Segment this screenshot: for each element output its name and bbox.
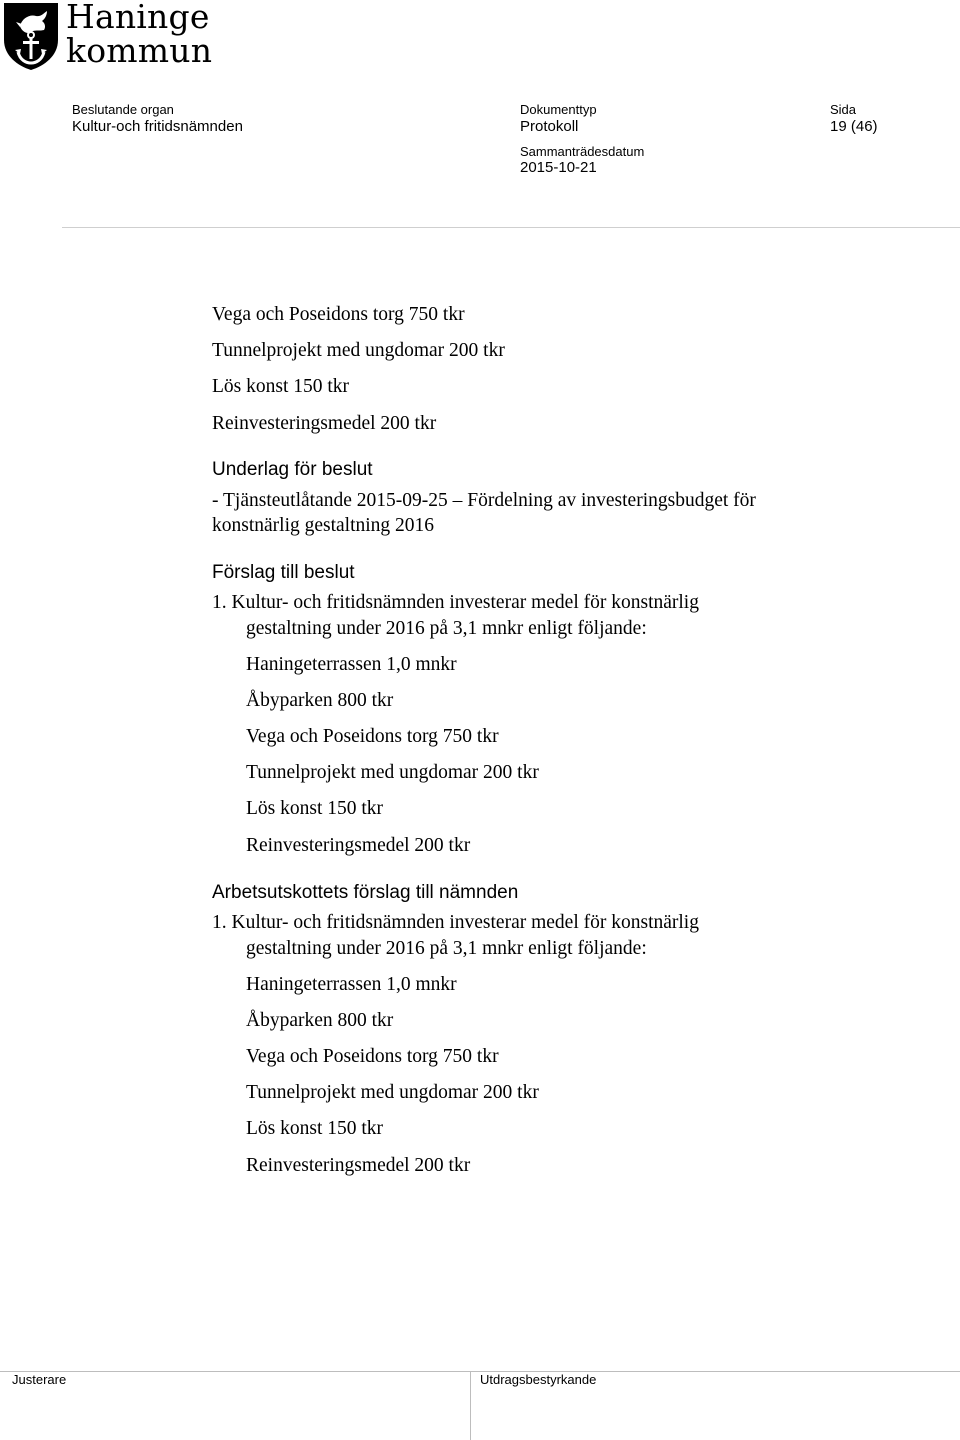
organ-label: Beslutande organ: [72, 102, 174, 117]
page-label: Sida: [830, 102, 857, 117]
underlag-line: konstnärlig gestaltning 2016: [212, 515, 435, 536]
organ-value: Kultur-och fritidsnämnden: [72, 118, 243, 135]
municipality-logo: [0, 0, 230, 74]
list-item: Reinvesteringsmedel 200 tkr: [246, 835, 471, 856]
list-item: Tunnelprojekt med ungdomar 200 tkr: [212, 340, 505, 361]
list-item: Åbyparken 800 tkr: [246, 690, 394, 711]
forslag-heading: Förslag till beslut: [212, 562, 355, 583]
au-forslag-heading: Arbetsutskottets förslag till nämnden: [212, 882, 519, 903]
logo-line-1: Haninge: [66, 0, 210, 36]
list-item: Tunnelprojekt med ungdomar 200 tkr: [246, 762, 539, 783]
header-divider: [62, 227, 960, 228]
justerare-label: Justerare: [12, 1372, 67, 1387]
list-item: Tunnelprojekt med ungdomar 200 tkr: [246, 1082, 539, 1103]
list-item: Vega och Poseidons torg 750 tkr: [246, 726, 499, 747]
list-item: Haningeterrassen 1,0 mnkr: [246, 654, 457, 675]
list-item: Åbyparken 800 tkr: [246, 1010, 394, 1031]
page-number: 19 (46): [830, 118, 878, 135]
logo-wordmark: [66, 0, 212, 68]
decision-point-line: gestaltning under 2016 på 3,1 mnkr enligt följande:: [246, 938, 647, 959]
decision-point-line: 1. Kultur- och fritidsnämnden investerar medel för konstnärlig: [212, 592, 699, 613]
date-value: 2015-10-21: [520, 159, 597, 176]
list-item: Lös konst 150 tkr: [246, 798, 384, 819]
utdragsbestyrkande-label: Utdragsbestyrkande: [480, 1372, 597, 1387]
underlag-heading: Underlag för beslut: [212, 459, 373, 480]
list-item: Reinvesteringsmedel 200 tkr: [246, 1155, 471, 1176]
logo-line-2: kommun: [66, 31, 213, 70]
decision-point-line: 1. Kultur- och fritidsnämnden investerar medel för konstnärlig: [212, 912, 699, 933]
list-item: Vega och Poseidons torg 750 tkr: [212, 304, 465, 325]
list-item: Reinvesteringsmedel 200 tkr: [212, 413, 437, 434]
list-item: Lös konst 150 tkr: [212, 376, 350, 397]
footer-column-divider: [470, 1371, 471, 1440]
list-item: Vega och Poseidons torg 750 tkr: [246, 1046, 499, 1067]
decision-point-line: gestaltning under 2016 på 3,1 mnkr enligt följande:: [246, 618, 647, 639]
underlag-line: - Tjänsteutlåtande 2015-09-25 – Fördelning av investeringsbudget för: [212, 490, 756, 511]
doctype-label: Dokumenttyp: [520, 102, 597, 117]
date-label: Sammanträdesdatum: [520, 144, 645, 159]
list-item: Lös konst 150 tkr: [246, 1118, 384, 1139]
coat-of-arms-icon: [0, 0, 62, 72]
doctype-value: Protokoll: [520, 118, 579, 135]
list-item: Haningeterrassen 1,0 mnkr: [246, 974, 457, 995]
